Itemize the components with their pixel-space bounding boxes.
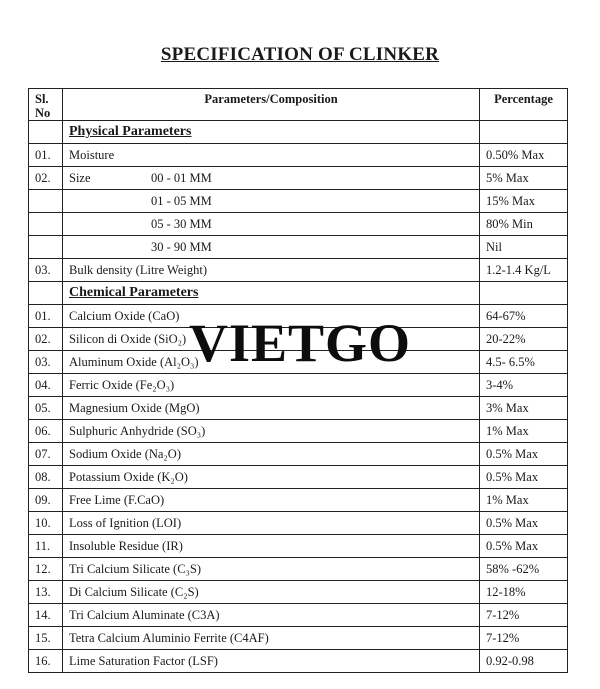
row-percentage: 3% Max — [480, 397, 568, 420]
row-percentage: 3-4% — [480, 374, 568, 397]
table-row — [29, 420, 568, 443]
row-parameter: Free Lime (F.CaO) — [63, 489, 480, 512]
row-number: 15. — [29, 627, 63, 650]
size-range: 30 - 90 MM — [63, 236, 480, 259]
row-number: 02. — [29, 167, 63, 190]
row-percentage: 7-12% — [480, 627, 568, 650]
row-percentage: 64-67% — [480, 305, 568, 328]
row-percentage: 0.5% Max — [480, 535, 568, 558]
row-number: 07. — [29, 443, 63, 466]
row-number: 09. — [29, 489, 63, 512]
row-percentage: 15% Max — [480, 190, 568, 213]
row-number: 01. — [29, 305, 63, 328]
row-parameter: Potassium Oxide (K₂O) — [63, 466, 480, 489]
row-parameter: Tri Calcium Aluminate (C3A) — [63, 604, 480, 627]
row-percentage: 80% Min — [480, 213, 568, 236]
row-number: 11. — [29, 535, 63, 558]
row-percentage: 0.5% Max — [480, 443, 568, 466]
header-sl-no: Sl. No — [29, 89, 63, 121]
row-parameter: Moisture — [63, 144, 480, 167]
row-number: 16. — [29, 650, 63, 673]
row-percentage: 0.92-0.98 — [480, 650, 568, 673]
row-parameter: Magnesium Oxide (MgO) — [63, 397, 480, 420]
row-percentage: Nil — [480, 236, 568, 259]
row-percentage: 0.50% Max — [480, 144, 568, 167]
row-parameter: Aluminum Oxide (Al₂O₃) — [63, 351, 480, 374]
table-row — [29, 558, 568, 581]
table-row — [29, 328, 568, 351]
row-percentage: 1% Max — [480, 420, 568, 443]
table-row — [29, 144, 568, 167]
table-header-row — [29, 89, 568, 121]
row-number: 03. — [29, 259, 63, 282]
table-row — [29, 190, 568, 213]
row-parameter: Sodium Oxide (Na₂O) — [63, 443, 480, 466]
row-percentage: 4.5- 6.5% — [480, 351, 568, 374]
row-percentage: 20-22% — [480, 328, 568, 351]
table-row — [29, 213, 568, 236]
size-range: 05 - 30 MM — [63, 213, 480, 236]
row-percentage: 5% Max — [480, 167, 568, 190]
section-title-physical: Physical Parameters — [69, 124, 192, 139]
table-row — [29, 650, 568, 673]
row-percentage: 7-12% — [480, 604, 568, 627]
row-number: 14. — [29, 604, 63, 627]
row-parameter: Loss of Ignition (LOI) — [63, 512, 480, 535]
table-row — [29, 466, 568, 489]
section-chemical — [29, 282, 568, 305]
row-parameter: Insoluble Residue (IR) — [63, 535, 480, 558]
row-parameter — [63, 167, 480, 190]
row-number: 04. — [29, 374, 63, 397]
row-percentage: 1.2-1.4 Kg/L — [480, 259, 568, 282]
table-row — [29, 351, 568, 374]
row-percentage: 0.5% Max — [480, 466, 568, 489]
row-number: 10. — [29, 512, 63, 535]
size-label: Size — [69, 170, 91, 185]
header-percentage: Percentage — [480, 89, 568, 121]
table-row — [29, 167, 568, 190]
table-row — [29, 374, 568, 397]
row-parameter: Di Calcium Silicate (C₂S) — [63, 581, 480, 604]
table-row — [29, 604, 568, 627]
size-range: 01 - 05 MM — [63, 190, 480, 213]
size-range: 00 - 01 MM — [151, 170, 212, 185]
row-percentage: 1% Max — [480, 489, 568, 512]
row-number: 12. — [29, 558, 63, 581]
header-parameters: Parameters/Composition — [63, 89, 480, 121]
document-title: SPECIFICATION OF CLINKER — [160, 44, 440, 65]
row-number: 02. — [29, 328, 63, 351]
section-title-chemical: Chemical Parameters — [69, 285, 199, 300]
specification-table — [28, 88, 568, 673]
table-row — [29, 305, 568, 328]
row-percentage: 58% -62% — [480, 558, 568, 581]
table-row — [29, 512, 568, 535]
table-row — [29, 535, 568, 558]
table-row — [29, 627, 568, 650]
row-parameter: Ferric Oxide (Fe₂O₃) — [63, 374, 480, 397]
row-parameter: Lime Saturation Factor (LSF) — [63, 650, 480, 673]
section-physical — [29, 121, 568, 144]
table-row — [29, 489, 568, 512]
table-row — [29, 581, 568, 604]
row-parameter: Silicon di Oxide (SiO₂) — [63, 328, 480, 351]
table-row — [29, 443, 568, 466]
row-parameter: Bulk density (Litre Weight) — [63, 259, 480, 282]
table-row — [29, 259, 568, 282]
watermark-logo: VIETGO — [188, 313, 412, 373]
row-percentage: 12-18% — [480, 581, 568, 604]
row-number: 06. — [29, 420, 63, 443]
row-parameter: Tri Calcium Silicate (C₃S) — [63, 558, 480, 581]
row-number: 01. — [29, 144, 63, 167]
row-number: 13. — [29, 581, 63, 604]
table-row — [29, 236, 568, 259]
row-parameter: Tetra Calcium Aluminio Ferrite (C4AF) — [63, 627, 480, 650]
table-row — [29, 397, 568, 420]
row-percentage: 0.5% Max — [480, 512, 568, 535]
row-number: 03. — [29, 351, 63, 374]
row-number: 08. — [29, 466, 63, 489]
row-number: 05. — [29, 397, 63, 420]
row-parameter: Calcium Oxide (CaO) — [63, 305, 480, 328]
row-parameter: Sulphuric Anhydride (SO₃) — [63, 420, 480, 443]
